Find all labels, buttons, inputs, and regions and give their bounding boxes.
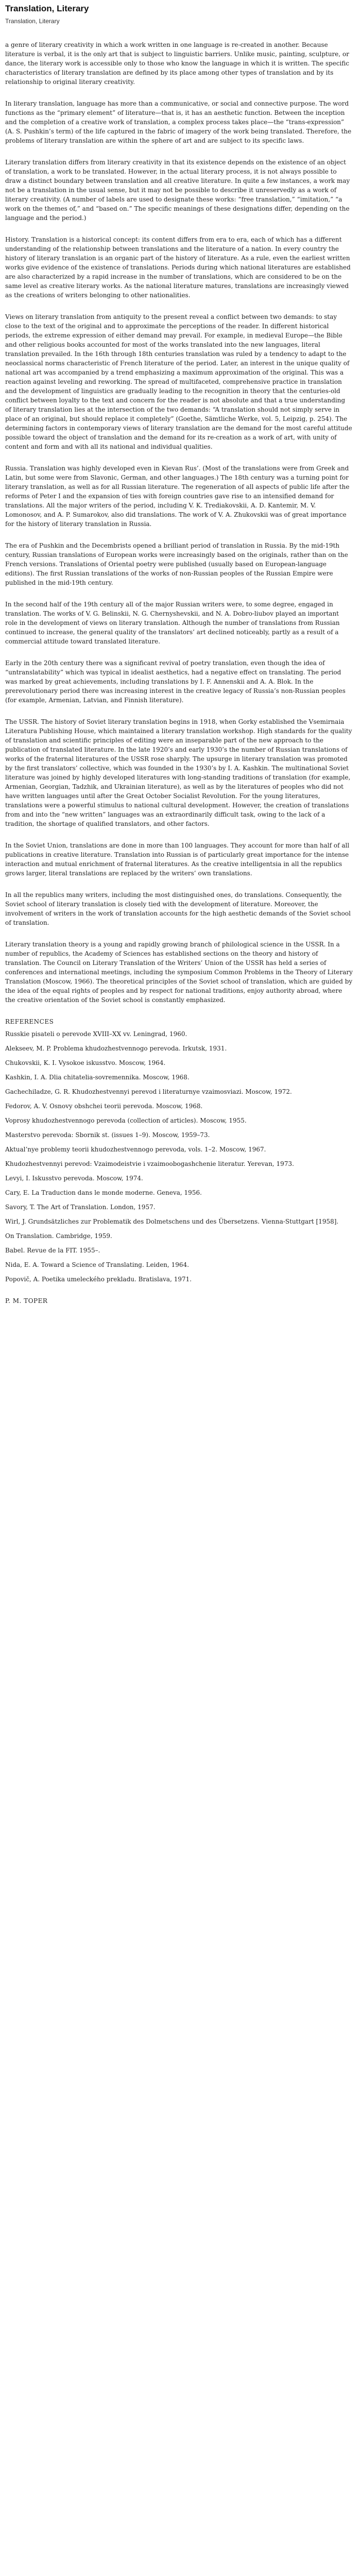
references-heading: REFERENCES <box>5 1018 54 1025</box>
reference-item: Alekseev, M. P. Problema khudozhestvennogo perevoda. Irkutsk, 1931. <box>5 1045 227 1052</box>
reference-item: Aktual’nye problemy teorii khudozhestvennogo perevoda, vols. 1–2. Moscow, 1967. <box>5 1146 266 1153</box>
reference-item: Fedorov, A. V. Osnovy obshchei teorii perevoda. Moscow, 1968. <box>5 1103 203 1110</box>
paragraph: Literary translation differs from literary creativity in that its existence depends on the existence of an object of translation, a work to be translated. However, in the actual literary process, it is not always possible to draw a distinct boundary between translation and all creative literature. In quite a few instances, a work may not be a translation in the usual sense, but it may not be possible to describe it unreservedly as a work of literary creativity. (A number of labels are used to designate these works: “free translation,” “imitation,” “a work on the themes of,” and “based on.” The specific meanings of these designations differ, depending on the language and the period.) <box>5 159 350 222</box>
paragraph: In the second half of the 19th century all of the major Russian writers were, to some degree, engaged in translation. The works of V. G. Belinskii, N. G. Chernyshevskii, and N. A. Dobro-liubov played an important role in the development of views on literary translation. Although the number of translations from Russian continued to increase, the general quality of the translators’ art declined noticeably, partly as a result of a commercial attitude toward translated literature. <box>5 601 340 645</box>
reference-item: Wirl, J. Grundsätzliches zur Problematik des Dolmetschens und des Übersetzens. Vienna-Stuttgart [1958]. <box>5 1218 339 1225</box>
reference-item: Levyi, I. Iskusstvo perevoda. Moscow, 1974. <box>5 1175 143 1182</box>
paragraph: Russia. Translation was highly developed even in Kievan Rus’. (Most of the translations were from Greek and Latin, but some were from Slavonic, German, and other languages.) The 18th century was a turning point for literary translation, as well as for all Russian literature. The regeneration of all aspects of public life after the reforms of Peter I and the expansion of ties with foreign countries gave rise to an intensified demand for translations. All the major writers of the period, including V. K. Trediakovskii, A. D. Kantemir, M. V. Lomonosov, and A. P. Sumarokov, also did translations. The work of V. A. Zhukovskii was of great importance for the history of literary translation in Russia. <box>5 465 350 528</box>
reference-item: Khudozhestvennyi perevod: Vzaimodeistvie i vzaimoobogashchenie literatur. Yerevan, 1973. <box>5 1160 294 1167</box>
reference-item: Gachechiladze, G. R. Khudozhestvennyi perevod i literaturnye vzaimosviazi. Moscow, 1972. <box>5 1088 292 1095</box>
author-signature: P. M. TOPER <box>5 1297 48 1304</box>
paragraph: In literary translation, language has more than a communicative, or social and connective purpose. The word functions as the “primary element” of literature—that is, it has an aesthetic function. Between the inception and the completion of a creative work of translation, a complex process takes place—the “trans-expression” (A. S. Pushkin’s term) of the life captured in the fabric of imagery of the work being translated. Therefore, the problems of literary translation are within the sphere of art and are subject to its specific laws. <box>5 100 352 144</box>
paragraph: In the Soviet Union, translations are done in more than 100 languages. They account for more than half of all publications in creative literature. Translation into Russian is of particularly great importance for the intense interaction and mutual enrichment of fraternal literatures. As the creative intelligentsia in all the republics grows larger, literal translations are replaced by the writers’ own translations. <box>5 842 350 877</box>
paragraph: The USSR. The history of Soviet literary translation begins in 1918, when Gorky established the Vsemirnaia Literatura Publishing House, which maintained a literary translation workshop. High standards for the quality of translation and scientific principles of editing were an inseparable part of the new approach to the publication of translated literature. In the late 1920’s and early 1930’s the number of Russian translations of works of the fraternal literatures of the USSR rose sharply. The upsurge in literary translation was promoted by the first translators’ collective, which was founded in the 1930’s by I. A. Kashkin. The multinational Soviet literature was joined by highly developed literatures with long-standing traditions of translation (for example, Armenian, Georgian, Tadzhik, and Ukrainian literature), as well as by the literatures of peoples who did not have written languages until after the Great October Socialist Revolution. For the young literatures, translations were a powerful stimulus to national cultural development. However, the creation of translations from and into the “new written” languages was an extraordinarily difficult task, owing to the lack of a tradition, the shortage of qualified translators, and other factors. <box>5 718 352 827</box>
references-list <box>5 1029 353 1284</box>
paragraph: Views on literary translation from antiquity to the present reveal a conflict between two demands: to stay close to the text of the original and to approximate the perceptions of the reader. In different historical periods, the extreme expression of either demand may prevail. For example, in medieval Europe—the Bible and other religious books accounted for most of the works translated into the new languages, literal translation prevailed. In the 16th through 18th centuries translation was ruled by a tendency to adapt to the neoclassical norms characteristic of French literature of the period. Later, an interest in the unique quality of national art was accompanied by a trend emphasizing a maximum approximation of the original. This was a reaction against leveling and reworking. The spread of multifaceted, comprehensive practice in translation and the development of linguistics are gradually leading to the recognition in theory that the centuries-old conflict between loyalty to the text and concern for the reader is not absolute and that a true understanding of literary translation lies at the intersection of the two demands: “A translation should not simply serve in place of an original, but should replace it completely” (Goethe, Sämtliche Werke, vol. 5, Leipzig, p. 254). The determining factors in contemporary views of literary translation are the demand for the most careful attitude possible toward the object of translation and the demand for its re-creation as a work of art, with unity of content and form and with all its national and individual qualities. <box>5 313 352 450</box>
reference-item: Popovič, A. Poetika umeleckého prekladu. Bratislava, 1971. <box>5 1276 192 1283</box>
reference-item: Masterstvo perevoda: Sbornik st. (issues 1–9). Moscow, 1959–73. <box>5 1131 210 1139</box>
reference-item: Babel. Revue de la FIT. 1955–. <box>5 1247 100 1254</box>
reference-item: Kashkin, I. A. Dlia chitatelia-sovremennika. Moscow, 1968. <box>5 1074 190 1081</box>
reference-item: Chukovskii, K. I. Vysokoe iskusstvo. Moscow, 1964. <box>5 1059 166 1066</box>
paragraph: Early in the 20th century there was a significant revival of poetry translation, even though the idea of “untranslatability” which was typical in idealist aesthetics, had a negative effect on translating. The period was marked by great achievements, including translations by I. F. Annenskii and A. A. Blok. In the prerevolutionary period there was increasing interest in the creative legacy of Russia’s non-Russian peoples (for example, Armenian, Latvian, and Finnish literature). <box>5 659 346 704</box>
paragraph: a genre of literary creativity in which a work written in one language is re-created in another. Because literature is verbal, it is the only art that is subject to linguistic barriers. Unlike music, painting, sculpture, or dance, the literary work is accessible only to those who know the language in which it is written. The specific characteristics of literary translation are defined by its place among other types of translation and by its relationship to original literary creativity. <box>5 41 350 86</box>
reference-item: On Translation. Cambridge, 1959. <box>5 1232 112 1240</box>
reference-item: Savory, T. The Art of Translation. London, 1957. <box>5 1204 156 1211</box>
paragraph: Literary translation theory is a young and rapidly growing branch of philological science in the USSR. In a number of republics, the Academy of Sciences has established sections on the theory and history of translation. The Council on Literary Translation of the Writers’ Union of the USSR has held a series of conferences and international meetings, including the symposium Common Problems in the Theory of Literary Translation (Moscow, 1966). The theoretical principles of the Soviet school of translation, which are guided by the idea of the equal rights of peoples and by respect for national traditions, enjoy authority abroad, where the creative orientation of the Soviet school is constantly emphasized. <box>5 941 353 1004</box>
paragraph: History. Translation is a historical concept: its content differs from era to era, each of which has a different understanding of the relationship between translations and the literature of a nation. In every country the history of literary translation is an organic part of the history of literature. As a rule, even the earliest written works give evidence of the existence of translations. Periods during which national literatures are established are also characterized by a rapid increase in the number of translations, which are considered to be on the same level as creative literary works. As the national literature matures, translations are increasingly viewed as the creations of writers belonging to other nationalities. <box>5 236 351 299</box>
article-title: Translation, Literary <box>5 4 89 13</box>
paragraph: The era of Pushkin and the Decembrists opened a brilliant period of translation in Russia. By the mid-19th century, Russian translations of European works were increasingly based on the originals, rather than on the French versions. Translations of Oriental poetry were published (usually based on European-language editions). The first Russian translations of the works of non-Russian peoples of the Russian Empire were published in the mid-19th century. <box>5 542 348 586</box>
article-subtitle: Translation, Literary <box>5 18 60 25</box>
reference-item: Nida, E. A. Toward a Science of Translating. Leiden, 1964. <box>5 1261 190 1268</box>
reference-item: Cary, E. La Traduction dans le monde moderne. Geneva, 1956. <box>5 1189 202 1196</box>
paragraph: In all the republics many writers, including the most distinguished ones, do translations. Consequently, the Soviet school of literary translation is closely tied with the development of literature. Moreover, the involvement of writers in the work of translation accounts for the high aesthetic demands of the Soviet school of translation. <box>5 891 351 926</box>
reference-item: Russkie pisateli o perevode XVIII–XX vv. Leningrad, 1960. <box>5 1030 187 1038</box>
reference-item: Voprosy khudozhestvennogo perevoda (collection of articles). Moscow, 1955. <box>5 1117 247 1124</box>
article-body <box>5 40 353 1005</box>
